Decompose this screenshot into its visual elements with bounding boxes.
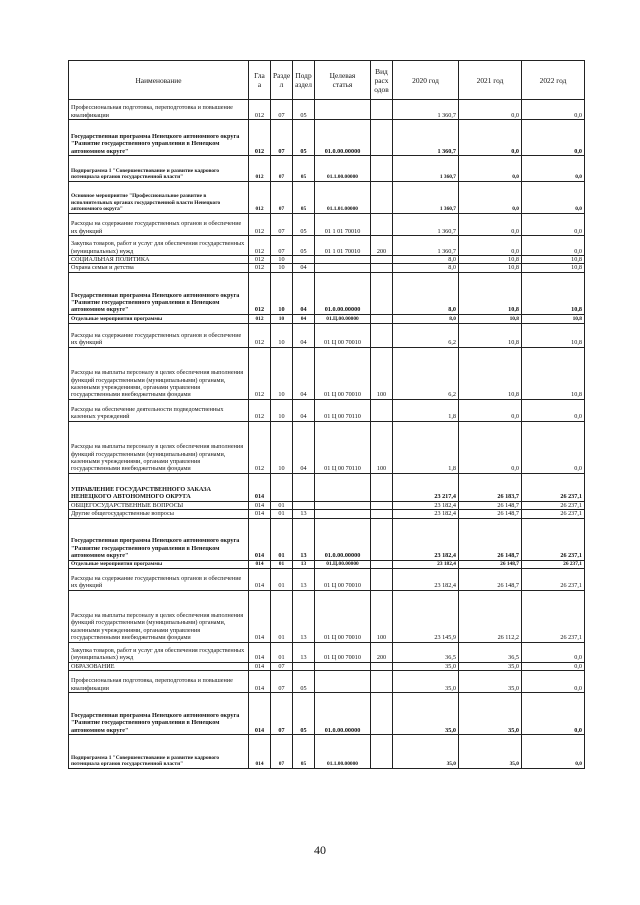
value-2022: 0,0 (522, 421, 585, 473)
target-article: 01 Ц 00 70010 (315, 568, 371, 590)
subsection-code: 05 (293, 735, 315, 769)
target-article (315, 662, 371, 670)
chapter-code: 014 (249, 590, 271, 642)
expense-type (371, 272, 393, 314)
chapter-code: 012 (249, 314, 271, 323)
column-header-text: статья (332, 80, 353, 89)
section-code: 01 (271, 518, 293, 560)
value-2022: 26 237,1 (522, 473, 585, 501)
row-name: Закупка товаров, работ и услуг для обеспечения государственных (муниципальных) нужд (69, 236, 249, 256)
value-2021: 0,0 (459, 100, 522, 120)
column-header-text: Вид (375, 66, 388, 76)
row-name: Государственная программа Ненецкого автономного округа "Развитие государственного управления в Ненецком автономном округе" (69, 272, 249, 314)
budget-table (68, 60, 585, 769)
expense-type (371, 399, 393, 421)
row-name: Другие общегосударственные вопросы (69, 510, 249, 518)
chapter-code: 012 (249, 256, 271, 264)
chapter-code: 014 (249, 662, 271, 670)
row-name: Охрана семьи и детства (69, 264, 249, 272)
value-2020: 35,0 (393, 735, 459, 769)
column-header (293, 61, 315, 100)
row-name: Отдельные мероприятия программы (69, 314, 249, 323)
expense-type (371, 693, 393, 735)
expense-type (371, 735, 393, 769)
target-article: 01 Ц 00 70010 (315, 323, 371, 347)
value-2022: 26 237,1 (522, 568, 585, 590)
column-header (69, 61, 249, 100)
section-code: 01 (271, 501, 293, 509)
subsection-code (293, 662, 315, 670)
table-body (69, 100, 585, 769)
target-article: 01 Ц 00 70010 (315, 642, 371, 662)
column-header (393, 61, 459, 100)
column-header-text: аздел (295, 80, 312, 89)
section-code: 07 (271, 120, 293, 156)
value-2020: 23 217,4 (393, 473, 459, 501)
section-code: 10 (271, 264, 293, 272)
value-2020: 1 360,7 (393, 100, 459, 120)
subsection-code: 13 (293, 568, 315, 590)
subsection-code: 05 (293, 120, 315, 156)
value-2021: 0,0 (459, 236, 522, 256)
expense-type (371, 100, 393, 120)
row-name: ОБРАЗОВАНИЕ (69, 662, 249, 670)
value-2021: 35,0 (459, 693, 522, 735)
row-name: Основное мероприятие "Профессиональное развитие в исполнительных органах государственной власти Ненецкого автономного округа" (69, 182, 249, 214)
table-row (69, 323, 585, 347)
row-name: Расходы на обеспечение деятельности подведомственных казенных учреждений (69, 399, 249, 421)
value-2022: 0,0 (522, 662, 585, 670)
value-2021: 26 183,7 (459, 473, 522, 501)
section-code: 07 (271, 100, 293, 120)
row-name: Подпрограмма 1 "Совершенствование и развитие кадрового потенциала органов государственной власти" (69, 735, 249, 769)
page-number: 40 (314, 843, 326, 857)
row-name: Отдельные мероприятия программы (69, 560, 249, 568)
value-2021: 10,8 (459, 323, 522, 347)
target-article (315, 501, 371, 509)
row-name: Расходы на содержание государственных органов и обеспечение их функций (69, 214, 249, 236)
value-2020: 23 182,4 (393, 568, 459, 590)
target-article (315, 510, 371, 518)
row-name: Расходы на содержание государственных органов и обеспечение их функций (69, 568, 249, 590)
section-code: 07 (271, 693, 293, 735)
value-2021: 26 148,7 (459, 568, 522, 590)
expense-type (371, 256, 393, 264)
value-2020: 23 182,4 (393, 510, 459, 518)
table-row (69, 214, 585, 236)
subsection-code: 13 (293, 560, 315, 568)
expense-type: 100 (371, 347, 393, 399)
value-2020: 35,0 (393, 671, 459, 693)
expense-type (371, 214, 393, 236)
column-header-text: Целевая (329, 71, 356, 80)
subsection-code: 05 (293, 671, 315, 693)
value-2021: 26 148,7 (459, 510, 522, 518)
table-row (69, 347, 585, 399)
column-header (271, 61, 293, 100)
value-2022: 26 237,1 (522, 510, 585, 518)
value-2022: 0,0 (522, 100, 585, 120)
value-2020: 1 360,7 (393, 214, 459, 236)
expense-type (371, 182, 393, 214)
value-2021: 26 148,7 (459, 501, 522, 509)
value-2021: 36,5 (459, 642, 522, 662)
value-2020: 35,0 (393, 693, 459, 735)
value-2022: 10,8 (522, 272, 585, 314)
row-name: Расходы на выплаты персоналу в целях обеспечения выполнения функций государственными (муниципальными) органами, казенными учреждениями, органами управления государственными внебюджетными фондами (69, 421, 249, 473)
target-article: 01.1.00.00000 (315, 156, 371, 182)
value-2021: 0,0 (459, 214, 522, 236)
expense-type (371, 518, 393, 560)
table-row (69, 735, 585, 769)
value-2022: 0,0 (522, 642, 585, 662)
expense-type: 100 (371, 421, 393, 473)
section-code: 01 (271, 590, 293, 642)
column-header (249, 61, 271, 100)
value-2020: 1 360,7 (393, 236, 459, 256)
subsection-code: 13 (293, 518, 315, 560)
value-2021: 10,8 (459, 264, 522, 272)
section-code: 10 (271, 256, 293, 264)
column-header-text: Подр (295, 71, 312, 80)
table-row (69, 236, 585, 256)
subsection-code: 04 (293, 264, 315, 272)
target-article (315, 256, 371, 264)
target-article: 01.1.01.00000 (315, 182, 371, 214)
chapter-code: 012 (249, 214, 271, 236)
target-article: 01.0.00.00000 (315, 693, 371, 735)
chapter-code: 012 (249, 272, 271, 314)
section-code: 10 (271, 421, 293, 473)
column-header (315, 61, 371, 100)
row-name: Расходы на выплаты персоналу в целях обеспечения выполнения функций государственными (муниципальными) органами, казенными учреждениями, органами управления государственными внебюджетными фондами (69, 590, 249, 642)
subsection-code (293, 473, 315, 501)
table-row (69, 182, 585, 214)
row-name: Профессиональная подготовка, переподготовка и повышение квалификации (69, 100, 249, 120)
section-code: 01 (271, 560, 293, 568)
target-article: 01.1.00.00000 (315, 735, 371, 769)
value-2021: 0,0 (459, 120, 522, 156)
value-2022: 0,0 (522, 182, 585, 214)
value-2022: 10,8 (522, 256, 585, 264)
table-row (69, 399, 585, 421)
expense-type (371, 473, 393, 501)
value-2020: 8,0 (393, 314, 459, 323)
table-row (69, 100, 585, 120)
chapter-code: 014 (249, 473, 271, 501)
value-2020: 23 182,4 (393, 518, 459, 560)
expense-type (371, 501, 393, 509)
value-2021: 0,0 (459, 399, 522, 421)
column-header-text: л (279, 80, 284, 89)
subsection-code: 05 (293, 100, 315, 120)
column-header-text: одов (374, 84, 389, 94)
expense-type: 200 (371, 236, 393, 256)
value-2020: 6,2 (393, 347, 459, 399)
chapter-code: 014 (249, 510, 271, 518)
table-row (69, 120, 585, 156)
subsection-code: 13 (293, 642, 315, 662)
value-2022: 0,0 (522, 671, 585, 693)
subsection-code: 04 (293, 272, 315, 314)
section-code: 07 (271, 214, 293, 236)
table-row (69, 662, 585, 670)
section-code: 07 (271, 662, 293, 670)
target-article: 01.0.00.00000 (315, 272, 371, 314)
column-header (522, 61, 585, 100)
chapter-code: 014 (249, 693, 271, 735)
value-2022: 26 237,1 (522, 501, 585, 509)
table-row (69, 568, 585, 590)
row-name: ОБЩЕГОСУДАРСТВЕННЫЕ ВОПРОСЫ (69, 501, 249, 509)
value-2021: 10,8 (459, 256, 522, 264)
expense-type: 100 (371, 590, 393, 642)
target-article: 01.0.00.00000 (315, 518, 371, 560)
value-2022: 10,8 (522, 264, 585, 272)
target-article: 01 1 01 70010 (315, 236, 371, 256)
value-2020: 6,2 (393, 323, 459, 347)
value-2020: 36,5 (393, 642, 459, 662)
section-code: 07 (271, 236, 293, 256)
table-row (69, 693, 585, 735)
section-code: 01 (271, 510, 293, 518)
row-name: Закупка товаров, работ и услуг для обеспечения государственных (муниципальных) нужд (69, 642, 249, 662)
section-code: 07 (271, 182, 293, 214)
target-article: 01 1 01 70010 (315, 214, 371, 236)
value-2020: 8,0 (393, 272, 459, 314)
value-2020: 1 360,7 (393, 156, 459, 182)
chapter-code: 012 (249, 100, 271, 120)
chapter-code: 014 (249, 501, 271, 509)
target-article (315, 671, 371, 693)
value-2022: 0,0 (522, 735, 585, 769)
chapter-code: 012 (249, 182, 271, 214)
value-2020: 35,0 (393, 662, 459, 670)
value-2021: 0,0 (459, 182, 522, 214)
target-article: 01.Ц.00.00000 (315, 560, 371, 568)
section-code: 07 (271, 156, 293, 182)
section-code: 07 (271, 671, 293, 693)
column-header-text: Гла (254, 71, 265, 80)
value-2020: 23 182,4 (393, 560, 459, 568)
value-2022: 0,0 (522, 236, 585, 256)
value-2020: 1 360,7 (393, 120, 459, 156)
value-2021: 10,8 (459, 347, 522, 399)
value-2020: 23 182,4 (393, 501, 459, 509)
subsection-code: 13 (293, 590, 315, 642)
value-2021: 35,0 (459, 671, 522, 693)
expense-type (371, 560, 393, 568)
row-name: СОЦИАЛЬНАЯ ПОЛИТИКА (69, 256, 249, 264)
value-2021: 0,0 (459, 421, 522, 473)
table-row (69, 473, 585, 501)
column-header-text: а (257, 80, 262, 89)
chapter-code: 012 (249, 421, 271, 473)
column-header-text: расх (374, 75, 389, 85)
section-code: 07 (271, 735, 293, 769)
table-row (69, 590, 585, 642)
table-header-row (69, 61, 585, 100)
row-name: Государственная программа Ненецкого автономного округа "Развитие государственного управления в Ненецком автономном округе" (69, 518, 249, 560)
table-row (69, 421, 585, 473)
value-2021: 0,0 (459, 156, 522, 182)
target-article: 01.Ц.00.00000 (315, 314, 371, 323)
target-article (315, 100, 371, 120)
value-2022: 10,8 (522, 314, 585, 323)
row-name: Государственная программа Ненецкого автономного округа "Развитие государственного управления в Ненецком автономном округе" (69, 120, 249, 156)
row-name: Расходы на содержание государственных органов и обеспечение их функций (69, 323, 249, 347)
document-page (68, 60, 584, 769)
table-row (69, 156, 585, 182)
subsection-code (293, 256, 315, 264)
value-2022: 26 237,1 (522, 560, 585, 568)
row-name: Расходы на выплаты персоналу в целях обеспечения выполнения функций государственными (муниципальными) органами, казенными учреждениями, органами управления государственными внебюджетными фондами (69, 347, 249, 399)
expense-type (371, 156, 393, 182)
column-header-text: 2020 год (412, 75, 439, 85)
subsection-code: 05 (293, 182, 315, 214)
chapter-code: 012 (249, 120, 271, 156)
expense-type (371, 120, 393, 156)
chapter-code: 012 (249, 156, 271, 182)
value-2022: 26 237,1 (522, 590, 585, 642)
table-row (69, 256, 585, 264)
value-2021: 10,8 (459, 272, 522, 314)
expense-type (371, 314, 393, 323)
chapter-code: 012 (249, 347, 271, 399)
target-article: 01 Ц 00 70010 (315, 347, 371, 399)
expense-type: 200 (371, 642, 393, 662)
value-2022: 10,8 (522, 323, 585, 347)
subsection-code: 04 (293, 347, 315, 399)
section-code: 01 (271, 642, 293, 662)
chapter-code: 012 (249, 236, 271, 256)
section-code: 10 (271, 323, 293, 347)
section-code (271, 473, 293, 501)
value-2022: 26 237,1 (522, 518, 585, 560)
expense-type (371, 662, 393, 670)
expense-type (371, 671, 393, 693)
target-article: 01 Ц 00 70010 (315, 590, 371, 642)
column-header (459, 61, 522, 100)
value-2022: 0,0 (522, 693, 585, 735)
chapter-code: 014 (249, 560, 271, 568)
column-header-text: 2022 год (539, 75, 567, 85)
section-code: 10 (271, 272, 293, 314)
table-row (69, 314, 585, 323)
value-2020: 8,0 (393, 264, 459, 272)
chapter-code: 014 (249, 735, 271, 769)
section-code: 10 (271, 347, 293, 399)
subsection-code: 04 (293, 399, 315, 421)
target-article (315, 264, 371, 272)
column-header-text: Наименование (135, 75, 182, 85)
subsection-code: 05 (293, 214, 315, 236)
chapter-code: 014 (249, 518, 271, 560)
subsection-code: 04 (293, 323, 315, 347)
value-2022: 0,0 (522, 156, 585, 182)
chapter-code: 014 (249, 568, 271, 590)
target-article: 01 Ц 00 70110 (315, 421, 371, 473)
value-2021: 35,0 (459, 662, 522, 670)
row-name: УПРАВЛЕНИЕ ГОСУДАРСТВЕННОГО ЗАКАЗА НЕНЕЦКОГО АВТОНОМНОГО ОКРУГА (69, 473, 249, 501)
target-article (315, 473, 371, 501)
row-name: Государственная программа Ненецкого автономного округа "Развитие государственного управления в Ненецком автономном округе" (69, 693, 249, 735)
target-article: 01 Ц 00 70110 (315, 399, 371, 421)
subsection-code: 13 (293, 510, 315, 518)
value-2020: 1 360,7 (393, 182, 459, 214)
chapter-code: 014 (249, 671, 271, 693)
value-2022: 0,0 (522, 120, 585, 156)
row-name: Профессиональная подготовка, переподготовка и повышение квалификации (69, 671, 249, 693)
value-2020: 8,0 (393, 256, 459, 264)
chapter-code: 012 (249, 399, 271, 421)
table-row (69, 501, 585, 509)
section-code: 10 (271, 314, 293, 323)
table-row (69, 518, 585, 560)
table-row (69, 272, 585, 314)
expense-type (371, 323, 393, 347)
column-header-text: Разде (273, 71, 291, 80)
chapter-code: 012 (249, 323, 271, 347)
target-article: 01.0.00.00000 (315, 120, 371, 156)
expense-type (371, 568, 393, 590)
subsection-code: 05 (293, 693, 315, 735)
value-2022: 0,0 (522, 399, 585, 421)
value-2022: 0,0 (522, 214, 585, 236)
table-row (69, 671, 585, 693)
subsection-code: 05 (293, 236, 315, 256)
chapter-code: 014 (249, 642, 271, 662)
section-code: 10 (271, 399, 293, 421)
value-2020: 23 145,9 (393, 590, 459, 642)
value-2020: 1,8 (393, 421, 459, 473)
column-header-text: 2021 год (476, 75, 504, 85)
subsection-code: 05 (293, 156, 315, 182)
chapter-code: 012 (249, 264, 271, 272)
value-2021: 10,8 (459, 314, 522, 323)
subsection-code: 04 (293, 314, 315, 323)
column-header (371, 61, 393, 100)
value-2022: 10,8 (522, 347, 585, 399)
subsection-code: 04 (293, 421, 315, 473)
value-2021: 26 148,7 (459, 560, 522, 568)
table-row (69, 560, 585, 568)
value-2021: 26 148,7 (459, 518, 522, 560)
value-2021: 35,0 (459, 735, 522, 769)
section-code: 01 (271, 568, 293, 590)
row-name: Подпрограмма 1 "Совершенствование и развитие кадрового потенциала органов государственной власти" (69, 156, 249, 182)
expense-type (371, 264, 393, 272)
value-2020: 1,8 (393, 399, 459, 421)
subsection-code (293, 501, 315, 509)
table-row (69, 642, 585, 662)
table-row (69, 510, 585, 518)
table-row (69, 264, 585, 272)
value-2021: 26 112,2 (459, 590, 522, 642)
expense-type (371, 510, 393, 518)
